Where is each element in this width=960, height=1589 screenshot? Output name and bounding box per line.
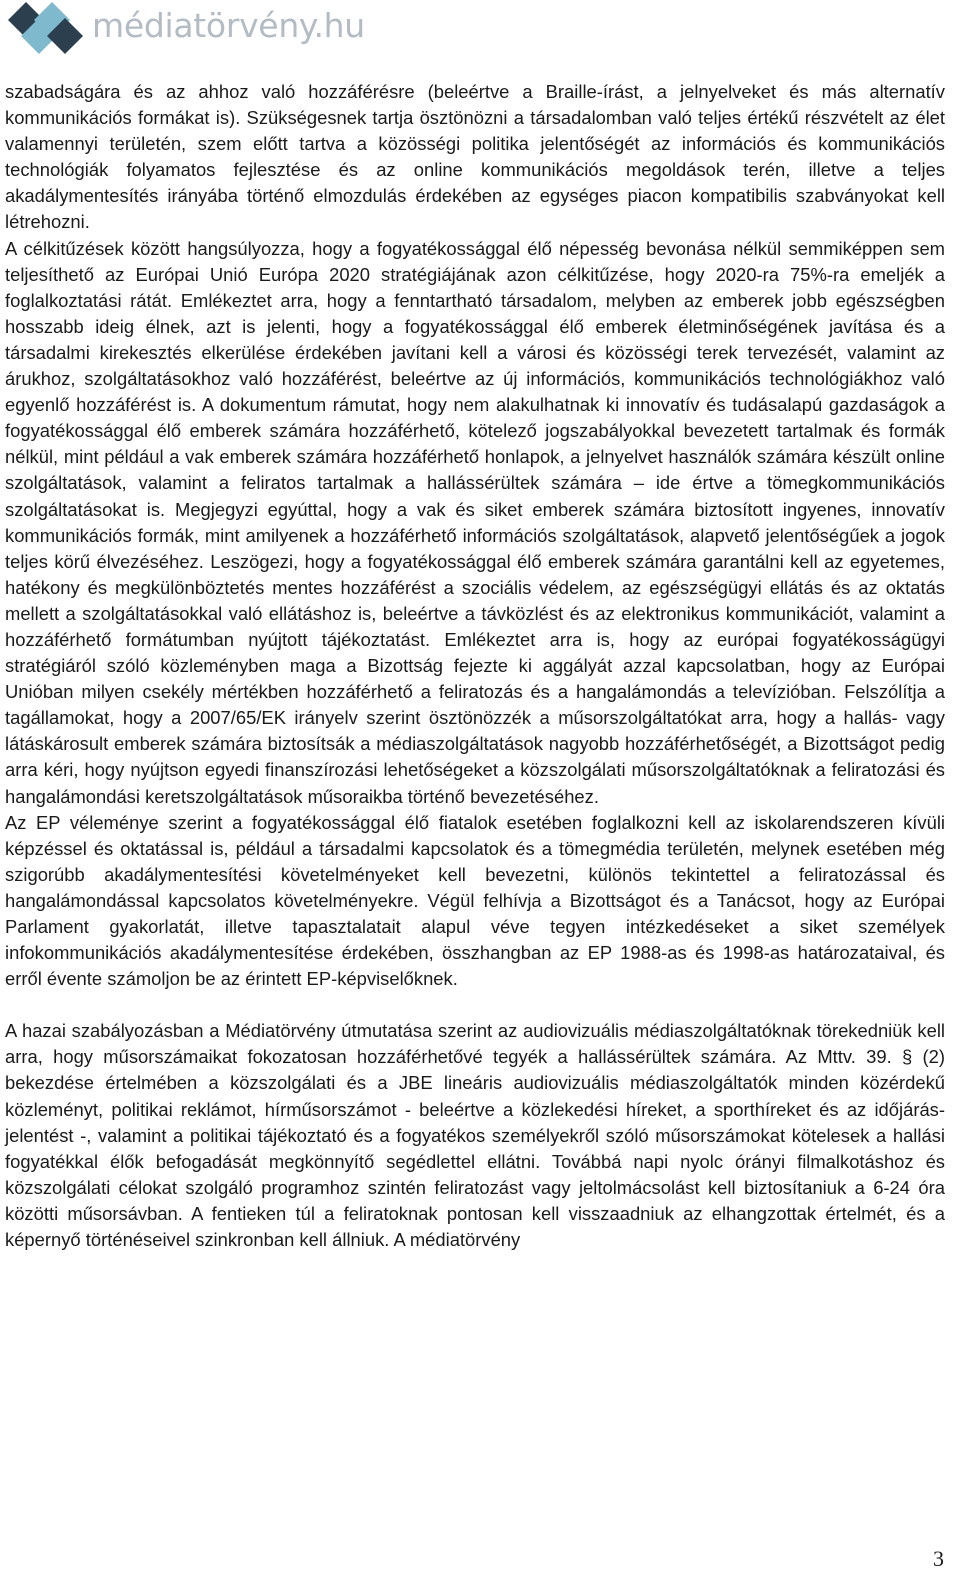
paragraph: A hazai szabályozásban a Médiatörvény útmutatása szerint az audiovizuális médiaszolgáltatóknak törekedniük kell arra, hogy műsorszámaikat fokozatosan hozzáférhetővé tegyék a hallássérültek számára. Az Mttv. 39. § (2) bekezdése értelmében a közszolgálati és a JBE lineáris audiovizuális médiaszolgáltatók minden közérdekű közleményt, politikai reklámot, hírműsorszámot - beleértve a közlekedési híreket, a sporthíreket és az időjárás-jelentést -, valamint a politikai tájékoztató és a fogyatékos személyekről szóló műsorszámokat kötelesek a hallási fogyatékkal élők befogadását megkönnyítő segédlettel ellátni. Továbbá napi nyolc órányi filmalkotáshoz és közszolgálati célokat szolgáló programhoz szintén feliratozást vagy jeltolmácsolást kell biztosítaniuk a 6-24 óra közötti műsorsávban. A fentieken túl a feliratoknak pontosan kell visszaadniuk az elhangzottak értelmét, és a képernyő történéseivel szinkronban kell állniuk. A médiatörvény	[5, 1020, 945, 1251]
logo-text: médiatörvény.hu	[92, 5, 365, 45]
paragraph: szabadságára és az ahhoz való hozzáférésre (beleértve a Braille-írást, a jelnyelveket és más alternatív kommunikációs formákat is). Szükségesnek tartja ösztönözni a társadalomban való teljes értékű részvételt az élet valamennyi területén, szem előtt tartva a közösségi politika jelentőségét az információs és kommunikációs technológiák folyamatos fejlesztése és az online kommunikációs megoldások terén, illetve a teljes akadálymentesítés irányába történő elmozdulás érdekében az egységes piacon kompatibilis szabványokat kell létrehozni.	[5, 81, 945, 233]
logo-diamonds-icon	[4, 0, 90, 58]
paragraph: Az EP véleménye szerint a fogyatékossággal élő fiatalok esetében foglalkozni kell az iskolarendszeren kívüli képzéssel és oktatással is, például a társadalmi kapcsolatok és a tömegmédia területén, melynek esetében még szigorúbb akadálymentesítési követelményeket kell bevezetni, különös tekintettel a feliratozással és hangalámondással kapcsolatos követelményekre. Végül felhívja a Bizottságot és a Tanácsot, hogy az Európai Parlament gyakorlatát, illetve tapasztalatait alapul véve tegyen intézkedéseket a siket személyek infokommunikációs akadálymentesítése érdekében, összhangban az EP 1988-as és 1998-as határozataival, és erről évente számoljon be az érintett EP-képviselőknek.	[5, 811, 945, 990]
paragraph: A célkitűzések között hangsúlyozza, hogy a fogyatékossággal élő népesség bevonása nélkül semmiképpen sem teljesíthető az Európai Unió Európa 2020 stratégiájának azon célkitűzése, hogy 2020-ra 75%-ra emeljék a foglalkoztatási rátát. Emlékeztet arra, hogy a fenntartható társadalom, melyben az emberek jobb egészségben hosszabb ideig élnek, azt is jelenti, hogy a fogyatékossággal élő emberek életminőségének javítása és a társadalmi kirekesztés elkerülése érdekében javítani kell a városi és közösségi terek tervezését, valamint az árukhoz, szolgáltatásokhoz való hozzáférést, beleértve az új információs, kommunikációs technológiákhoz való egyenlő hozzáférést is. A dokumentum rámutat, hogy nem alakulhatnak ki innovatív és tudásalapú gazdaságok a fogyatékossággal élő emberek számára hozzáférhető, kötelező jogszabályokkal bevezetett tartalmak és formák nélkül, mint például a vak emberek számára hozzáférhető honlapok, a jelnyelvet használók számára készült online szolgáltatások, valamint a feliratos tartalmak a hallássérültek számára – ide értve a tömegkommunikációs szolgáltatásokat is. Megjegyzi egyúttal, hogy a vak és siket emberek számára biztosított ingyenes, innovatív kommunikációs formák, mint amilyenek a hozzáférhető információs szolgáltatások, alapvető jelentőségűek a jogok teljes körű élvezéséhez. Leszögezi, hogy a fogyatékossággal élő emberek számára garantálni kell az egyetemes, hatékony és megkülönböztetés mentes hozzáférést a szociális védelem, az egészségügyi ellátás és az oktatás mellett a szolgáltatásokkal való ellátáshoz is, beleértve a távközlést és az elektronikus kommunikációt, valamint a hozzáférhető formátumban nyújtott tájékoztatást. Emlékeztet arra is, hogy az európai fogyatékosságügyi stratégiáról szóló közleményben maga a Bizottság fejezte ki aggályát azzal kapcsolatban, hogy az Európai Unióban milyen csekély mértékben hozzáférhető a feliratozás és a hangalámondás a televízióban. Felszólítja a tagállamokat, hogy a 2007/65/EK irányelv szerint ösztönözzék a műsorszolgáltatókat arra, hogy a hallás- vagy látáskárosult emberek számára biztosítsák a médiaszolgáltatások nagyobb hozzáférhetőségét, a Bizottságot pedig arra kéri, hogy nyújtson egyedi finanszírozási lehetőségeket a közszolgálati műsorszolgáltatóknak a feliratozási és hangalámondási keretszolgáltatások műsoraikba történő bevezetéséhez.	[5, 237, 945, 807]
site-header	[4, 0, 365, 58]
page-number: 3	[933, 1546, 944, 1571]
paragraph-gap	[5, 992, 945, 1018]
document-body	[5, 79, 945, 1253]
